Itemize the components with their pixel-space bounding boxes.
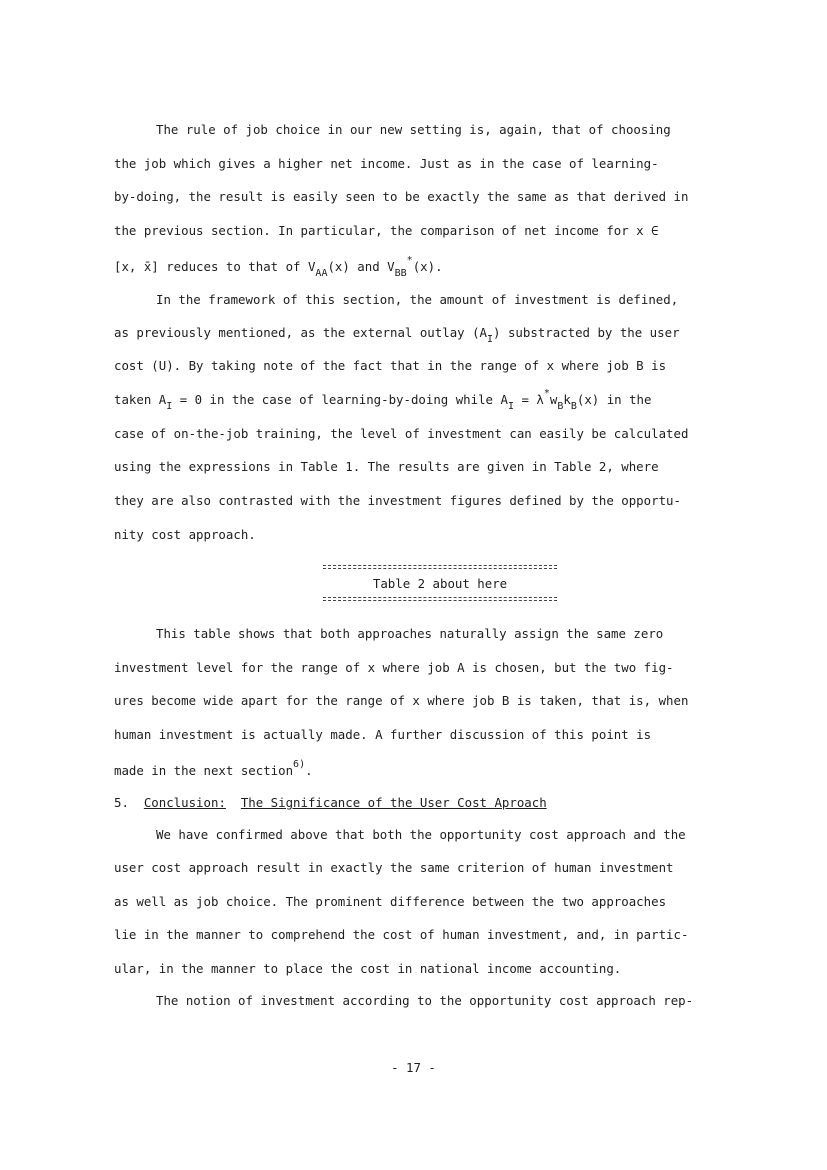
text-line: ures become wide apart for the range of x where job B is taken, that is, when [114,693,689,708]
text-line: In the framework of this section, the amount of investment is defined, [156,292,679,307]
text-line [114,325,680,343]
text-line: case of on-the-job training, the level of investment can easily be calculated [114,426,689,441]
text-fragment: (x). [412,259,443,274]
text-line: ular, in the manner to place the cost in national income accounting. [114,961,622,976]
text-line: the job which gives a higher net income. Just as in the case of learning- [114,156,659,171]
page-number: - 17 - [391,1060,436,1075]
text-fragment: [x, x̄] reduces to that of V [114,259,316,274]
subscript: AA [315,268,328,279]
text-line: nity cost approach. [114,527,256,542]
text-fragment: w [549,392,558,407]
text-line: This table shows that both approaches naturally assign the same zero [156,626,664,641]
text-line: lie in the manner to comprehend the cost of human investment, and, in partic- [114,927,689,942]
text-fragment: . [305,763,313,778]
text-line [114,759,313,781]
subscript: I [507,401,514,412]
text-line: by-doing, the result is easily seen to be exactly the same as that derived in [114,189,689,204]
text-fragment: = 0 in the case of learning-by-doing while A [172,392,508,407]
section-number: 5. [114,795,129,810]
text-line: The rule of job choice in our new setting is, again, that of choosing [156,122,671,137]
footnote-marker: 6) [293,759,306,770]
text-fragment: made in the next section [114,763,294,778]
text-fragment: = λ [513,392,544,407]
text-line: We have confirmed above that both the opportunity cost approach and the [156,827,686,842]
text-line: investment level for the range of x where job A is chosen, but the two fig- [114,660,674,675]
text-line: as well as job choice. The prominent difference between the two approaches [114,894,667,909]
section-subtitle: The Significance of the User Cost Aproach [240,795,547,810]
text-line [114,255,443,279]
subscript: B [570,401,577,412]
superscript: * [406,255,413,266]
divider-rule [323,565,557,566]
text-fragment: (x) and V [327,259,395,274]
text-line: The notion of investment according to the opportunity cost approach rep- [156,993,694,1008]
superscript: * [543,388,550,399]
text-fragment: taken A [114,392,167,407]
text-fragment: as previously mentioned, as the external outlay (A [114,325,487,340]
subscript: I [487,334,494,345]
subscript: B [557,401,564,412]
text-line: human investment is actually made. A further discussion of this point is [114,727,652,742]
text-line: cost (U). By taking note of the fact that in the range of x where job B is [114,358,667,373]
text-fragment: (x) in the [576,392,652,407]
subscript: I [166,401,173,412]
table-note: Table 2 about here [372,576,508,591]
text-fragment: k [563,392,571,407]
text-fragment: ) substracted by the user [493,325,680,340]
text-line: the previous section. In particular, the comparison of net income for x ∈ [114,223,659,238]
divider-rule [323,600,557,601]
text-line: using the expressions in Table 1. The results are given in Table 2, where [114,459,659,474]
text-line: user cost approach result in exactly the same criterion of human investment [114,860,674,875]
subscript: BB [394,268,407,279]
text-line: they are also contrasted with the investment figures defined by the opportu- [114,493,681,508]
divider-rule [323,568,557,569]
divider-rule [323,597,557,598]
text-line [114,388,652,412]
section-heading [114,795,547,811]
section-title: Conclusion: [143,795,226,810]
